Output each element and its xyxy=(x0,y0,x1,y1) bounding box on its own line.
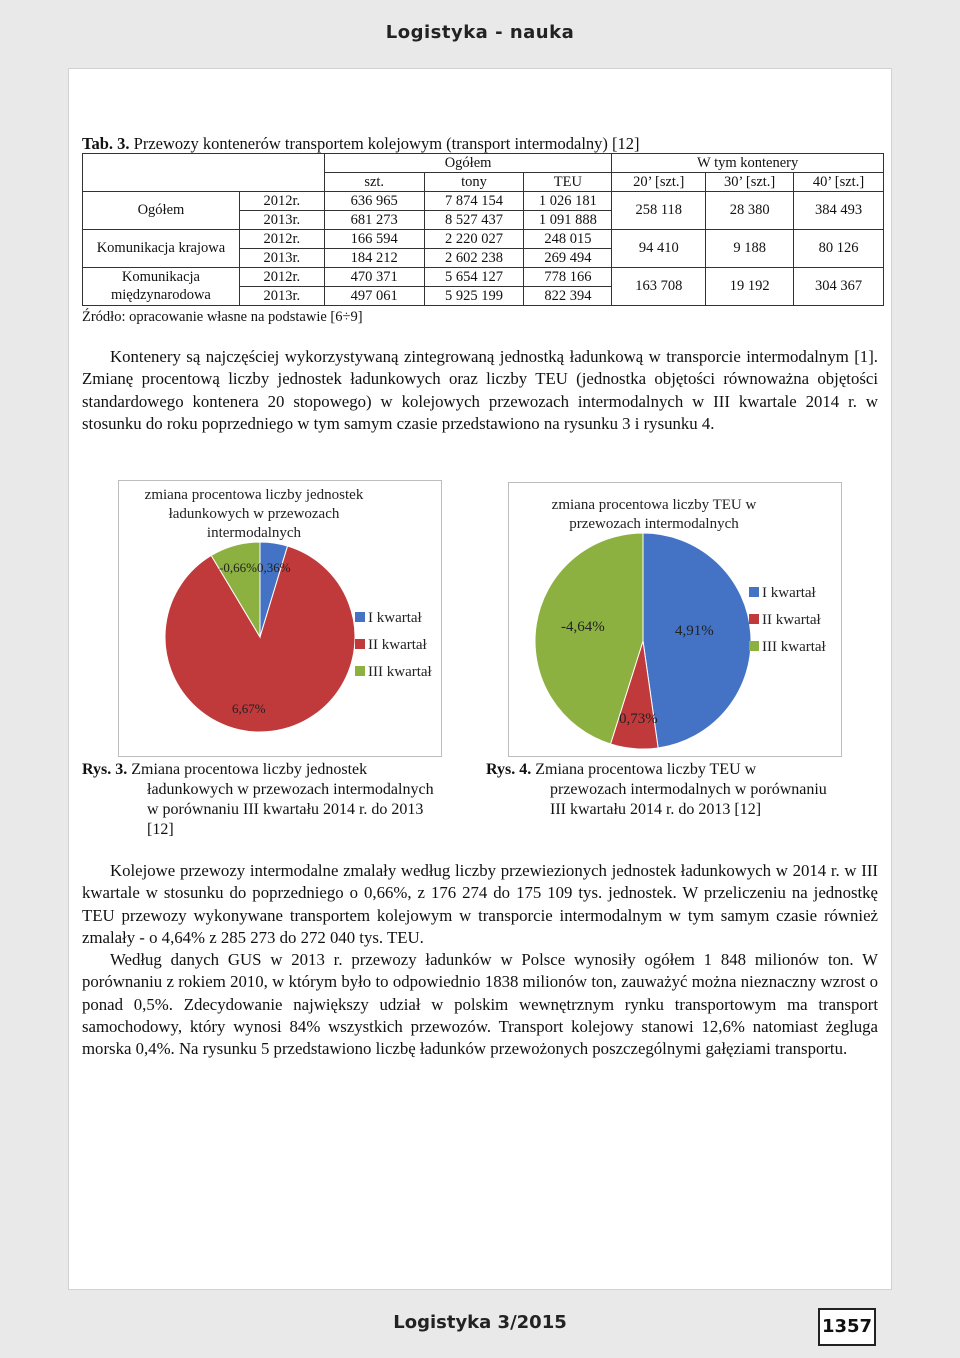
chart1-label-q1: 0,36% xyxy=(257,560,291,575)
chart1-legend-q1: I kwartał xyxy=(368,610,422,626)
cell-szt: 470 371 xyxy=(324,268,424,287)
cell-szt: 184 212 xyxy=(324,249,424,268)
row-year: 2012r. xyxy=(239,268,324,287)
figure3-caption-line-2: ładunkowych w przewozach intermodalnych xyxy=(147,781,434,798)
table-caption-text: Przewozy kontenerów transportem kolejowym (transport intermodalny) [12] xyxy=(133,134,640,153)
chart2-legend-q3: III kwartał xyxy=(762,639,826,655)
cell-40ft: 304 367 xyxy=(794,268,884,306)
figure4-caption xyxy=(486,760,827,820)
table-caption xyxy=(82,134,640,154)
body-paragraph-3 xyxy=(82,949,878,1060)
group-header-containers: W tym kontenery xyxy=(612,154,884,173)
cell-teu: 1 091 888 xyxy=(524,211,612,230)
cell-teu: 269 494 xyxy=(524,249,612,268)
chart2-label-q2: 0,73% xyxy=(619,711,658,727)
chart1-legend-q3: III kwartał xyxy=(368,664,432,680)
chart2-legend-swatch-q3 xyxy=(749,641,759,651)
row-category-line1: Komunikacja xyxy=(83,268,240,287)
chart1-legend-swatch-q2 xyxy=(355,639,365,649)
chart1-title-line-3: intermodalnych xyxy=(206,525,302,541)
body-paragraph-1 xyxy=(82,346,878,435)
chart1-label-q2: 6,67% xyxy=(232,701,266,716)
col-header-30ft: 30’ [szt.] xyxy=(706,173,794,192)
row-year: 2012r. xyxy=(239,230,324,249)
body-paragraph-3-text: Według danych GUS w 2013 r. przewozy ładunków w Polsce wynosiły ogółem 1 848 milionów ton. W porównaniu z rokiem 2010, w którym było to odpowiednio 1838 milionów ton, zauważyć można nieznaczny wzrost o ponad 0,5%. Zdecydowanie największy udział w polskim wewnętrznym rynku transportowym ma transport samochodowy, który wynosi 84% wszystkich przewozów. Transport kolejowy stanowi 12,6% natomiast żegluga morska 0,4%. Na rysunku 5 przedstawiono liczbę ładunków przewożonych poszczególnymi gałęziami transportu. xyxy=(82,950,878,1059)
cell-20ft: 94 410 xyxy=(612,230,706,268)
table-corner-cell xyxy=(83,154,325,192)
table-source: Źródło: opracowanie własne na podstawie [6÷9] xyxy=(82,309,363,325)
cell-teu: 822 394 xyxy=(524,287,612,306)
cell-tony: 5 654 127 xyxy=(424,268,524,287)
pie2-slice-1 xyxy=(643,533,751,748)
figure4-label: Rys. 4. xyxy=(486,761,532,778)
page-number: 1357 xyxy=(818,1308,876,1346)
row-year: 2013r. xyxy=(239,211,324,230)
body-paragraph-1-text: Kontenery są najczęściej wykorzystywaną zintegrowaną jednostką ładunkową w transporcie intermodalnym [1]. Zmianę procentową liczby jednostek ładunkowych oraz liczby TEU (jednostka objętości równoważna objętości standardowego kontenera 20 stopowego) w kolejowych przewozach intermodalnych w III kwartale 2014 r. w stosunku do roku poprzedniego w tym samym czasie przedstawiono na rysunku 3 i rysunku 4. xyxy=(82,347,878,433)
cell-teu: 1 026 181 xyxy=(524,192,612,211)
chart2-label-q1: 4,91% xyxy=(675,623,714,639)
chart1-legend-swatch-q3 xyxy=(355,666,365,676)
containers-table xyxy=(82,153,884,306)
col-header-szt: szt. xyxy=(324,173,424,192)
cell-tony: 2 220 027 xyxy=(424,230,524,249)
chart-teu-svg xyxy=(509,483,843,758)
cell-30ft: 9 188 xyxy=(706,230,794,268)
cell-szt: 497 061 xyxy=(324,287,424,306)
cell-teu: 248 015 xyxy=(524,230,612,249)
group-header-total: Ogółem xyxy=(324,154,612,173)
cell-30ft: 19 192 xyxy=(706,268,794,306)
chart1-title-line-1: zmiana procentowa liczby jednostek xyxy=(144,487,364,503)
figure4-caption-line-1: Zmiana procentowa liczby TEU w xyxy=(535,761,757,778)
figure3-caption-line-4: [12] xyxy=(147,821,174,838)
row-category: Komunikacja krajowa xyxy=(83,230,240,268)
chart2-title-line-1: zmiana procentowa liczby TEU w xyxy=(551,497,757,513)
cell-tony: 8 527 437 xyxy=(424,211,524,230)
row-category-line2: międzynarodowa xyxy=(83,287,240,306)
figure3-caption-line-3: w porównaniu III kwartału 2014 r. do 2013 xyxy=(147,801,424,818)
cell-tony: 5 925 199 xyxy=(424,287,524,306)
table-row xyxy=(83,230,884,249)
chart2-legend-q2: II kwartał xyxy=(762,612,821,628)
chart2-label-q3: -4,64% xyxy=(561,619,605,635)
cell-20ft: 258 118 xyxy=(612,192,706,230)
chart1-legend-q2: II kwartał xyxy=(368,637,427,653)
chart2-title-line-2: przewozach intermodalnych xyxy=(569,516,739,532)
table-row xyxy=(83,268,884,287)
col-header-tony: tony xyxy=(424,173,524,192)
table-label: Tab. 3. xyxy=(82,134,130,153)
cell-szt: 636 965 xyxy=(324,192,424,211)
figure4-caption-line-2: przewozach intermodalnych w porównaniu xyxy=(550,781,827,798)
chart-teu-box xyxy=(508,482,842,757)
cell-30ft: 28 380 xyxy=(706,192,794,230)
table-row xyxy=(83,192,884,211)
cell-teu: 778 166 xyxy=(524,268,612,287)
cell-tony: 7 874 154 xyxy=(424,192,524,211)
journal-footer: Logistyka 3/2015 xyxy=(393,1312,567,1333)
body-paragraph-2-text: Kolejowe przewozy intermodalne zmalały według liczby przewiezionych jednostek ładunkowych w 2014 r. w III kwartale w stosunku do poprzedniego o 0,66%, z 176 274 do 175 109 tys. jednostek. W przeliczeniu na jednostkę TEU przewozy wykonywane transportem kolejowym w transporcie intermodalnym w tym samym czasie również zmalały - o 4,64% z 285 273 do 272 040 tys. TEU. xyxy=(82,861,878,947)
figure3-caption xyxy=(82,760,434,840)
row-year: 2012r. xyxy=(239,192,324,211)
chart-units-svg xyxy=(119,481,443,758)
chart1-label-q3: -0,66% xyxy=(219,560,257,575)
cell-40ft: 80 126 xyxy=(794,230,884,268)
row-category: Ogółem xyxy=(83,192,240,230)
chart2-legend-q1: I kwartał xyxy=(762,585,816,601)
col-header-teu: TEU xyxy=(524,173,612,192)
row-year: 2013r. xyxy=(239,249,324,268)
col-header-40ft: 40’ [szt.] xyxy=(794,173,884,192)
figure4-caption-line-3: III kwartału 2014 r. do 2013 [12] xyxy=(550,801,762,818)
cell-tony: 2 602 238 xyxy=(424,249,524,268)
row-year: 2013r. xyxy=(239,287,324,306)
cell-szt: 166 594 xyxy=(324,230,424,249)
chart2-legend-swatch-q2 xyxy=(749,614,759,624)
journal-section-header: Logistyka - nauka xyxy=(385,22,575,43)
cell-40ft: 384 493 xyxy=(794,192,884,230)
cell-szt: 681 273 xyxy=(324,211,424,230)
col-header-20ft: 20’ [szt.] xyxy=(612,173,706,192)
chart2-legend-swatch-q1 xyxy=(749,587,759,597)
chart1-legend-swatch-q1 xyxy=(355,612,365,622)
chart-units-box xyxy=(118,480,442,757)
figure3-caption-line-1: Zmiana procentowa liczby jednostek xyxy=(131,761,368,778)
figure3-label: Rys. 3. xyxy=(82,761,128,778)
body-paragraph-2 xyxy=(82,860,878,949)
cell-20ft: 163 708 xyxy=(612,268,706,306)
chart1-title-line-2: ładunkowych w przewozach xyxy=(168,506,340,522)
table-group-header-row xyxy=(83,154,884,173)
